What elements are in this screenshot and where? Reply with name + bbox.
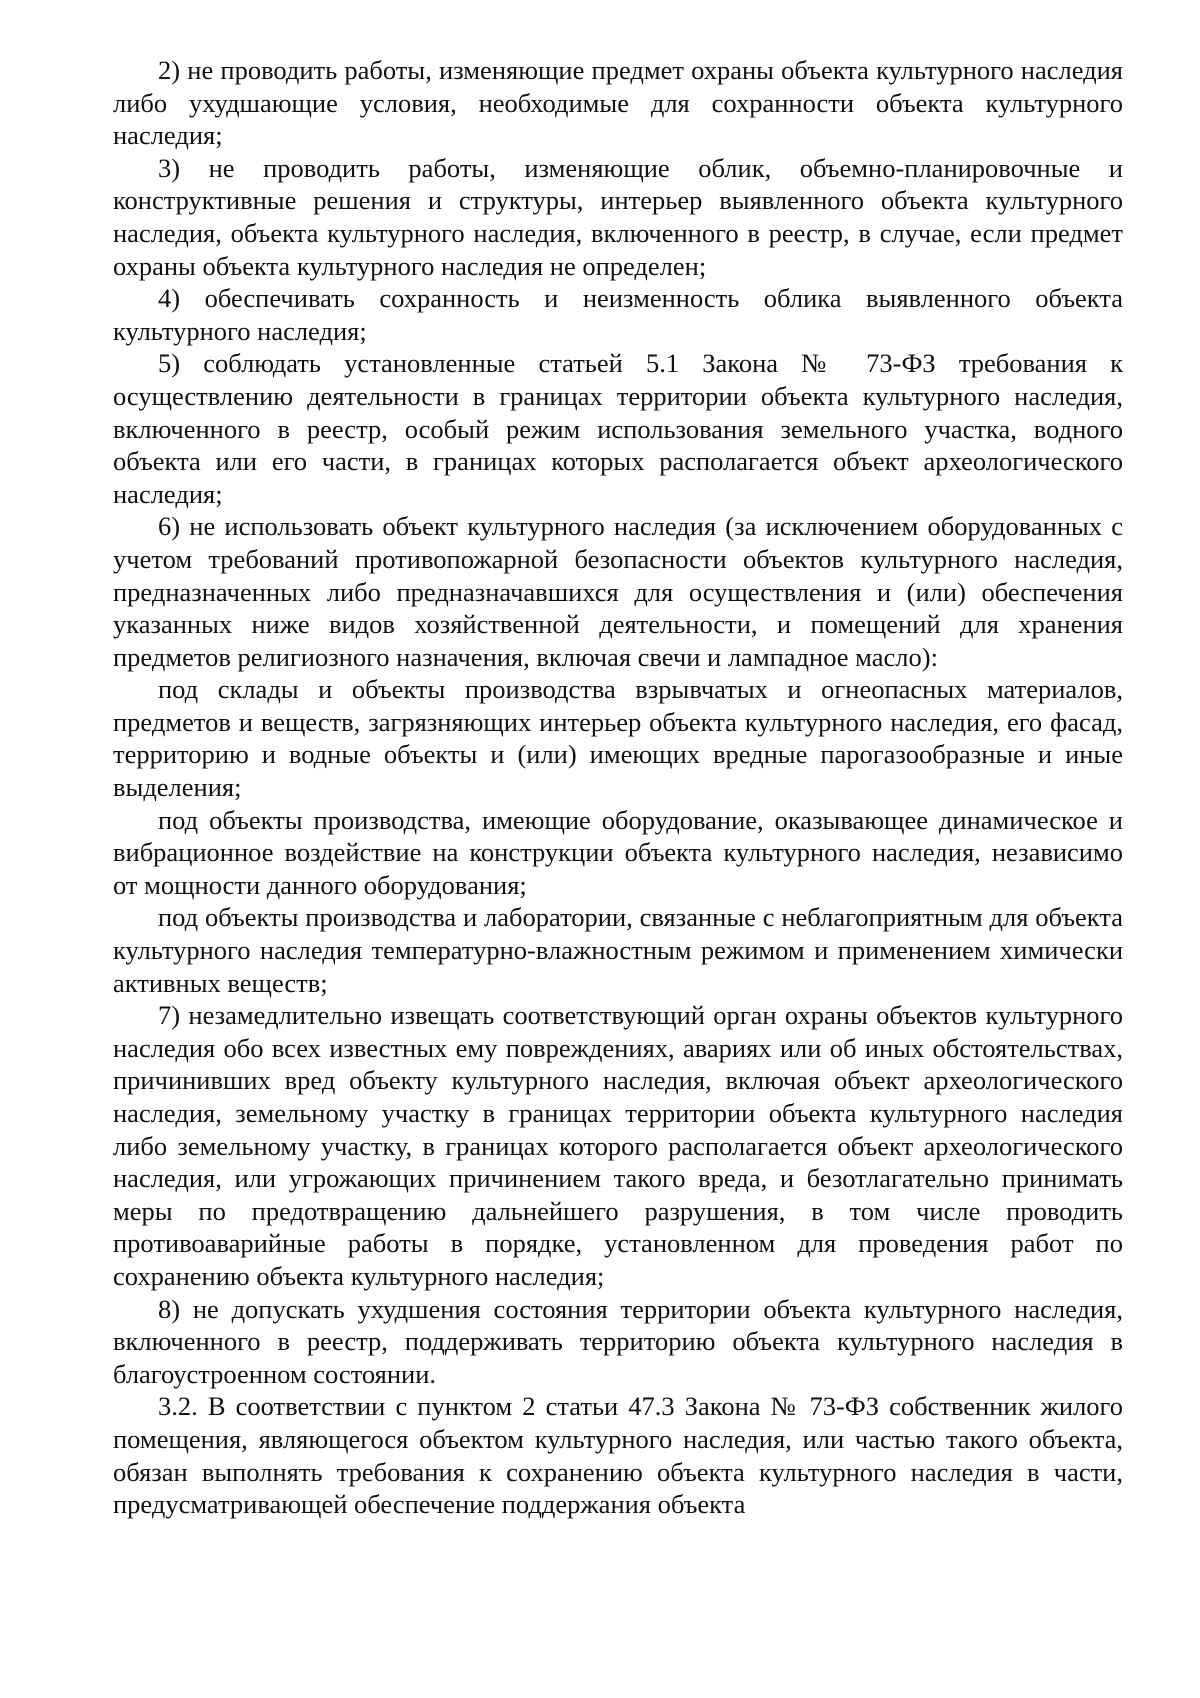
paragraph-item-7: 7) незамедлительно извещать соответствующий орган охраны объектов культурного наследия обо всех известных ему повреждениях, авариях или об иных обстоятельствах, причинивших вред объекту культурного наследия, включая объект археологического наследия, земельному участку в границах территории объекта культурного наследия либо земельному участку, в границах которого располагается объект археологического наследия, или угрожающих причинением такого вреда, и безотлагательно принимать меры по предотвращению дальнейшего разрушения, в том числе проводить противоаварийные работы в порядке, установленном для проведения работ по сохранению объекта культурного наследия; [113,1000,1123,1291]
paragraph-item-4: 4) обеспечивать сохранность и неизменность облика выявленного объекта культурного наследия; [113,283,1123,346]
document-page [113,54,1123,1521]
paragraph-section-3-2: 3.2. В соответствии с пунктом 2 статьи 47.3 Закона № 73-ФЗ собственник жилого помещения, являющегося объектом культурного наследия, или частью такого объекта, обязан выполнять требования к сохранению объекта культурного наследия в части, предусматривающей обеспечение поддержания объекта [113,1391,1123,1520]
paragraph-item-2: 2) не проводить работы, изменяющие предмет охраны объекта культурного наследия либо ухудшающие условия, необходимые для сохранности объекта культурного наследия; [113,55,1123,151]
paragraph-subitem-warehouses: под склады и объекты производства взрывчатых и огнеопасных материалов, предметов и веществ, загрязняющих интерьер объекта культурного наследия, его фасад, территорию и водные объекты и (или) имеющих вредные парогазообразные и иные выделения; [113,674,1123,803]
paragraph-item-8: 8) не допускать ухудшения состояния территории объекта культурного наследия, включенного в реестр, поддерживать территорию объекта культурного наследия в благоустроенном состоянии. [113,1293,1123,1389]
paragraph-item-6: 6) не использовать объект культурного наследия (за исключением оборудованных с учетом требований противопожарной безопасности объектов культурного наследия, предназначенных либо предназначавшихся для осуществления и (или) обеспечения указанных ниже видов хозяйственной деятельности, и помещений для хранения предметов религиозного назначения, включая свечи и лампадное масло): [113,511,1123,672]
paragraph-item-3: 3) не проводить работы, изменяющие облик, объемно-планировочные и конструктивные решения и структуры, интерьер выявленного объекта культурного наследия, объекта культурного наследия, включенного в реестр, в случае, если предмет охраны объекта культурного наследия не определен; [113,152,1123,281]
paragraph-subitem-laboratories: под объекты производства и лаборатории, связанные с неблагоприятным для объекта культурного наследия температурно-влажностным режимом и применением химически активных веществ; [113,902,1123,998]
paragraph-subitem-vibration: под объекты производства, имеющие оборудование, оказывающее динамическое и вибрационное воздействие на конструкции объекта культурного наследия, независимо от мощности данного оборудования; [113,804,1123,900]
paragraph-item-5: 5) соблюдать установленные статьей 5.1 Закона № 73-ФЗ требования к осуществлению деятельности в границах территории объекта культурного наследия, включенного в реестр, особый режим использования земельного участка, водного объекта или его части, в границах которых располагается объект археологического наследия; [113,348,1123,509]
